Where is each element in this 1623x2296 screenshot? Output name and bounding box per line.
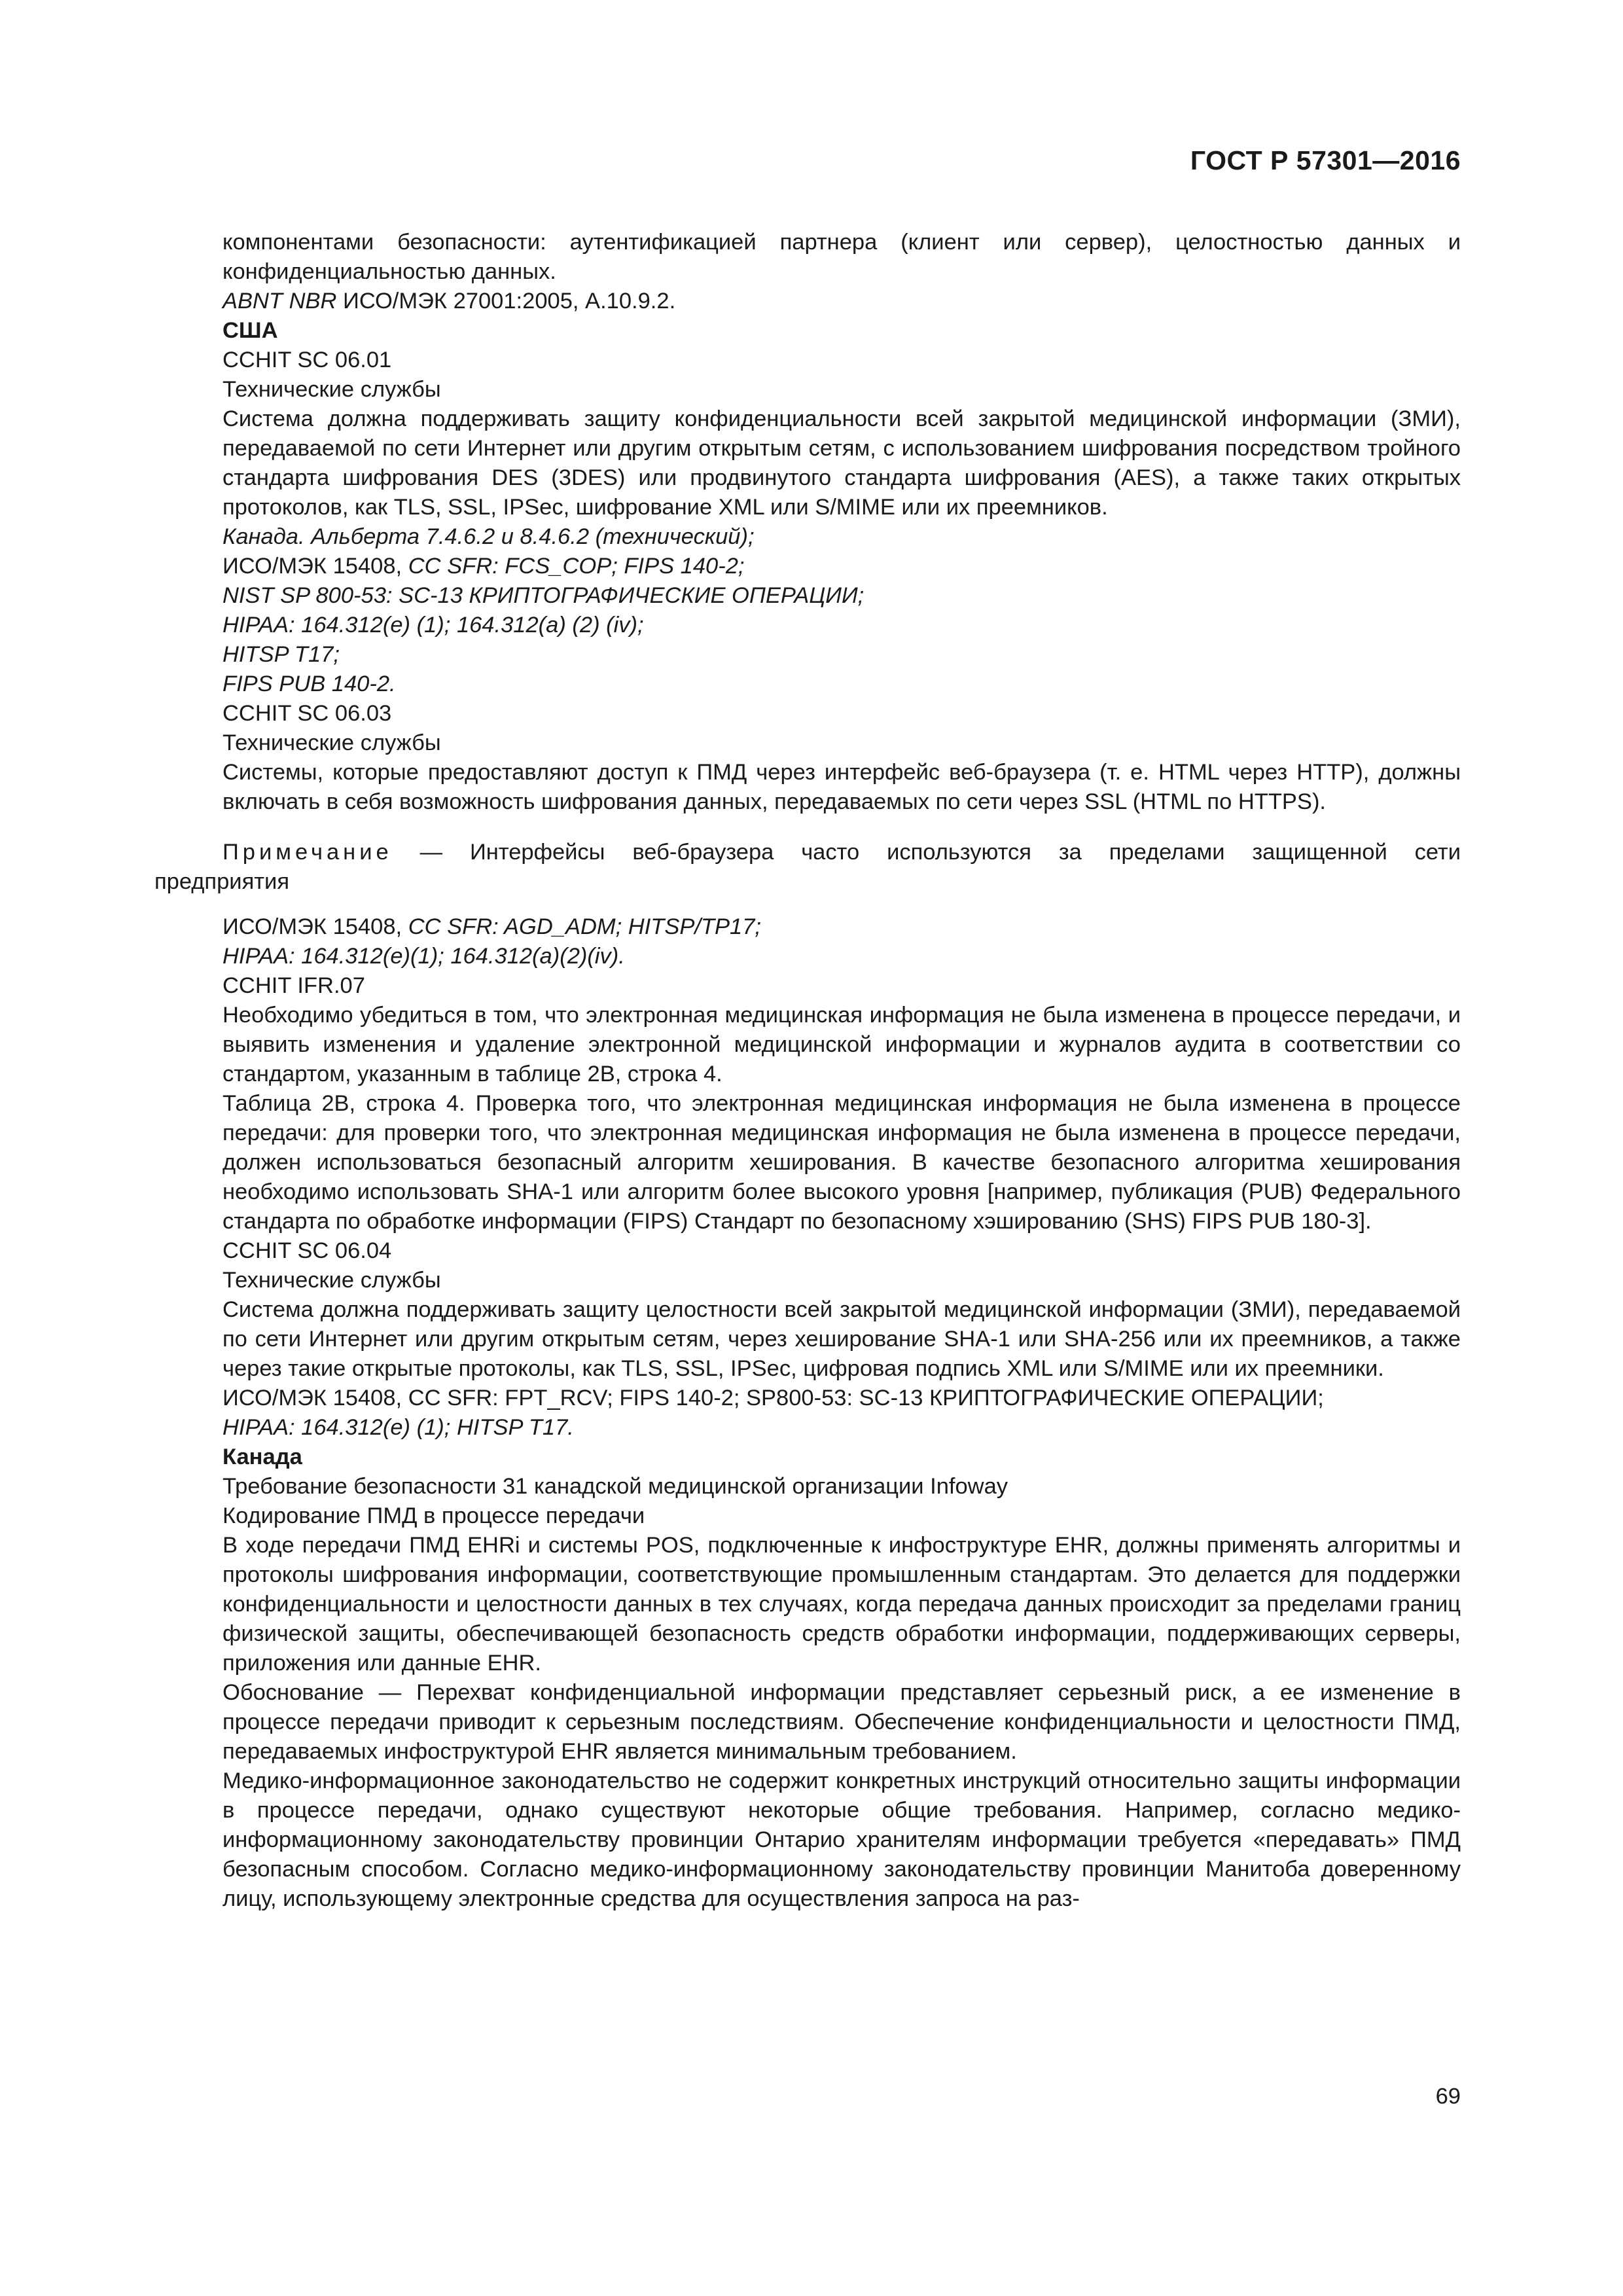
note-label: Примечание: [223, 840, 393, 865]
note-text: — Интерфейсы веб-браузера часто используются за пределами защищенной сети: [392, 840, 1461, 865]
note-lead: [223, 838, 1461, 867]
page-number: 69: [1435, 2084, 1461, 2109]
paragraph-3: Системы, которые предоставляют доступ к ПМД через интерфейс веб-браузера (т. е. HTML через HTTP), должны включать в себя возможность шифрования данных, передаваемых по сети через SSL (HTML по HTTPS).: [223, 760, 1461, 814]
note: [154, 838, 1461, 897]
cchit-sc-06-01: CCHIT SC 06.01: [223, 348, 392, 372]
reference-fips-pub: FIPS PUB 140-2.: [223, 672, 396, 696]
reference-alberta: Канада. Альберта 7.4.6.2 и 8.4.6.2 (технический);: [223, 524, 755, 549]
reference-hitsp-t17: HITSP T17;: [223, 642, 340, 667]
heading-canada: Канада: [223, 1444, 302, 1469]
reference-hipaa-3: HIPAA: 164.312(е) (1); HITSP T17.: [223, 1415, 574, 1440]
technical-services-3: Технические службы: [223, 1268, 441, 1293]
paragraph-8: Обоснование — Перехват конфиденциальной информации представляет серьезный риск, а ее изменение в процессе передачи приводит к серьезным последствиям. Обеспечение конфиденциальности и целостности ПМД, передаваемых инфоструктурой EHR является минимальным требованием.: [223, 1680, 1461, 1764]
encoding-in-transit: Кодирование ПМД в процессе передачи: [223, 1503, 645, 1528]
paragraph-6: Система должна поддерживать защиту целостности всей закрытой медицинской информации (ЗМИ), передаваемой по сети Интернет или другим открытым сетям, через хеширование SHA-1 или SHA-256 или их преемников, а также через такие открытые протоколы, как TLS, SSL, IPSec, цифровая подпись XML или S/MIME или их преемники.: [223, 1297, 1461, 1381]
reference-iso-15408-fpt: ИСО/МЭК 15408, CC SFR: FPT_RCV; FIPS 140-2; SP800-53: SC-13 КРИПТОГРАФИЧЕСКИЕ ОПЕРАЦИИ;: [223, 1386, 1324, 1410]
paragraph-1: компонентами безопасности: аутентификацией партнера (клиент или сервер), целостностью данных и конфиденциальностью данных.: [223, 230, 1461, 284]
reference-abnt-italic: ABNT NBR: [223, 289, 337, 314]
cchit-sc-06-04: CCHIT SC 06.04: [223, 1238, 392, 1263]
technical-services-1: Технические службы: [223, 377, 441, 402]
reference-iso-15408-fcs: [223, 552, 1461, 581]
heading-usa: США: [223, 318, 278, 343]
cchit-ifr-07: CCHIT IFR.07: [223, 973, 365, 998]
reference-iso-prefix: ИСО/МЭК 15408,: [223, 554, 408, 579]
paragraph-4: Необходимо убедиться в том, что электронная медицинская информация не была изменена в процессе передачи, и выявить изменения и удаление электронной медицинской информации и журналов аудита в соответствии со стандартом, указанным в таблице 2В, строка 4.: [223, 1003, 1461, 1086]
reference-iso-prefix-2: ИСО/МЭК 15408,: [223, 914, 408, 939]
technical-services-2: Технические службы: [223, 730, 441, 755]
note-continuation: предприятия: [154, 869, 290, 894]
reference-abnt-rest: ИСО/МЭК 27001:2005, А.10.9.2.: [336, 289, 676, 314]
reference-hipaa-2: HIPAA: 164.312(е)(1); 164.312(а)(2)(iv).: [223, 944, 625, 969]
standard-code-header: ГОСТ Р 57301—2016: [1190, 145, 1461, 175]
document-body: [154, 228, 1461, 1914]
reference-abnt: [223, 287, 1461, 316]
cchit-sc-06-03: CCHIT SC 06.03: [223, 701, 392, 726]
reference-iso-15408-agd: [223, 912, 1461, 942]
paragraph-5: Таблица 2В, строка 4. Проверка того, что электронная медицинская информация не была изменена в процессе передачи: для проверки того, что электронная медицинская информация не была изменена в процессе передачи, должен использоваться безопасный алгоритм хеширования. В качестве безопасного алгоритма хеширования необходимо использовать SHA-1 или алгоритм более высокого уровня [например, публикация (PUB) Федерального стандарта по обработке информации (FIPS) Стандарт по безопасному хэшированию (SHS) FIPS PUB 180-3].: [223, 1091, 1461, 1234]
paragraph-9: Медико-информационное законодательство не содержит конкретных инструкций относительно защиты информации в процессе передачи, однако существуют некоторые общие требования. Например, согласно медико-информационному законодательству провинции Онтарио хранителям информации требуется «передавать» ПМД безопасным способом. Согласно медико-информационному законодательству провинции Манитоба доверенному лицу, использующему электронные средства для осуществления запроса на раз-: [223, 1768, 1461, 1911]
reference-nist: NIST SP 800-53: SC-13 КРИПТОГРАФИЧЕСКИЕ ОПЕРАЦИИ;: [223, 583, 865, 608]
reference-hipaa-1: HIPAA: 164.312(е) (1); 164.312(а) (2) (iv);: [223, 613, 644, 637]
infoway-requirement: Требование безопасности 31 канадской медицинской организации Infoway: [223, 1474, 1008, 1499]
reference-cc-sfr-fcs: CC SFR: FCS_COP; FIPS 140-2;: [408, 554, 745, 579]
paragraph-7: В ходе передачи ПМД EHRi и системы POS, подключенные к инфоструктуре EHR, должны применять алгоритмы и протоколы шифрования информации, соответствующие промышленным стандартам. Это делается для поддержки конфиденциальности и целостности данных в тех случаях, когда передача данных происходит за пределами границ физической защиты, обеспечивающей безопасность средств обработки информации, поддерживающих серверы, приложения или данные EHR.: [223, 1533, 1461, 1676]
reference-cc-sfr-agd: CC SFR: AGD_ADM; HITSP/TP17;: [408, 914, 762, 939]
paragraph-2: Система должна поддерживать защиту конфиденциальности всей закрытой медицинской информации (ЗМИ), передаваемой по сети Интернет или другим открытым сетям, с использованием шифрования посредством тройного стандарта шифрования DES (3DES) или продвинутого стандарта шифрования (AES), а также таких открытых протоколов, как TLS, SSL, IPSec, шифрование XML или S/MIME или их преемников.: [223, 406, 1461, 520]
